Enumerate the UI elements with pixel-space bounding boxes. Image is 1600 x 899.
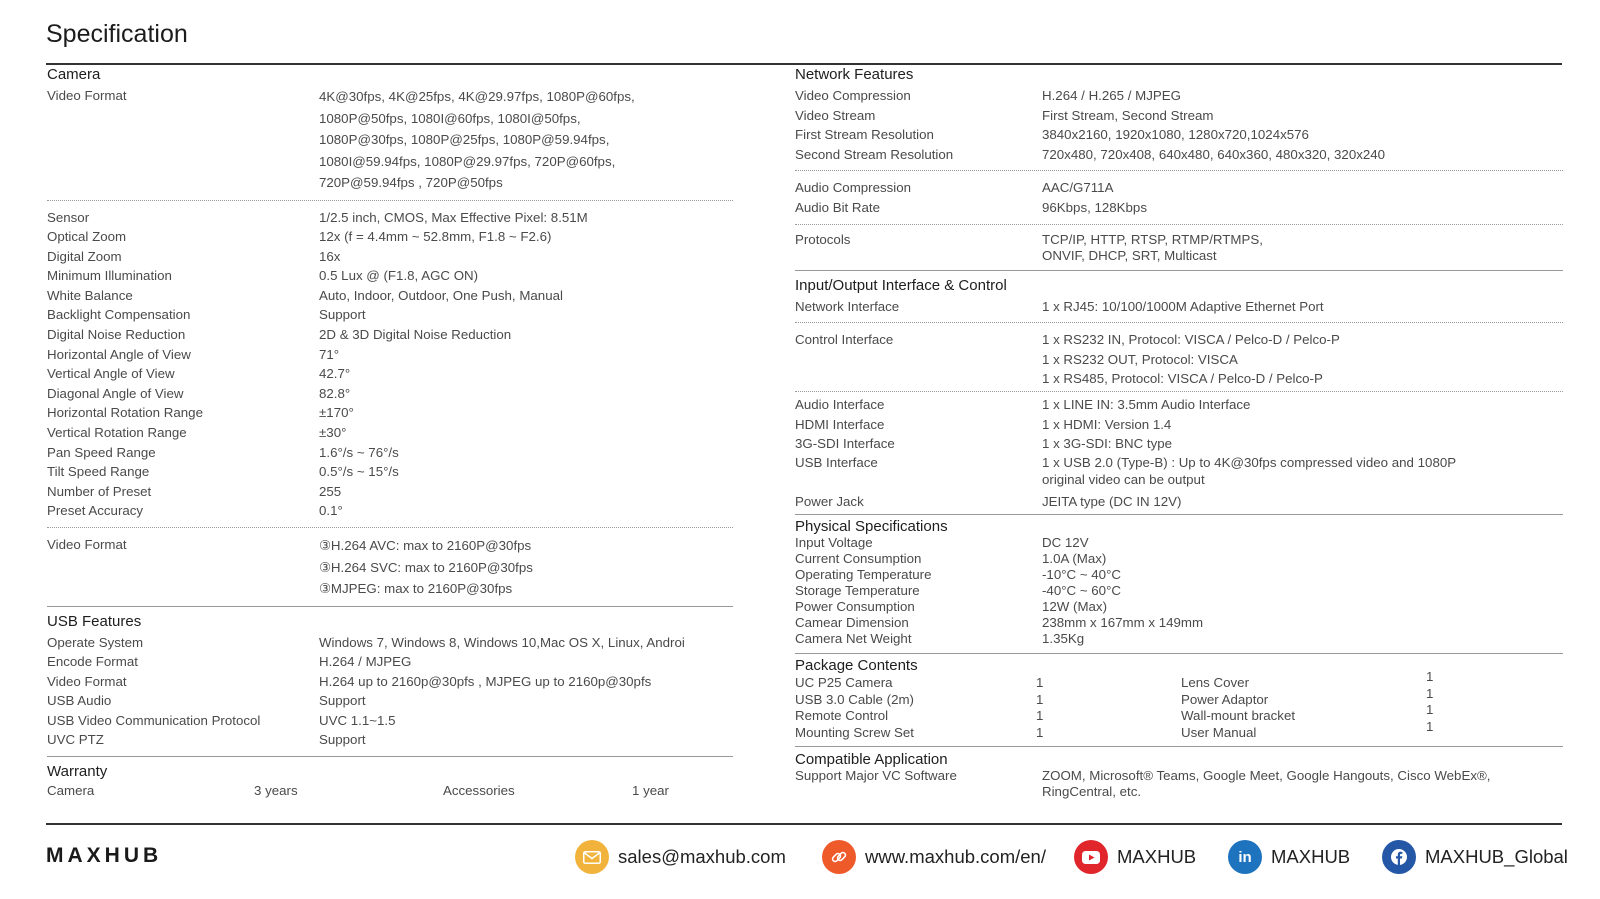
spec-row-video-format-2 <box>47 535 733 600</box>
network-section-title: Network Features <box>795 66 914 83</box>
usb-section-title: USB Features <box>47 612 142 630</box>
spec-value-line: RingCentral, etc. <box>1042 784 1142 800</box>
spec-row <box>47 501 733 521</box>
spec-value: 1.35Kg <box>1042 631 1085 647</box>
spec-label: Storage Temperature <box>795 583 920 599</box>
solid-divider <box>47 606 733 607</box>
spec-value: Windows 7, Windows 8, Windows 10,Mac OS X, Linux, Androi <box>319 634 685 650</box>
spec-value: H.264 / H.265 / MJPEG <box>1042 88 1181 103</box>
youtube-text[interactable]: MAXHUB <box>1117 846 1197 867</box>
spec-label: Video Compression <box>795 88 911 103</box>
spec-value-line: ONVIF, DHCP, SRT, Multicast <box>1042 247 1217 263</box>
spec-value-line: original video can be output <box>1042 472 1205 488</box>
solid-divider <box>795 746 1563 747</box>
spec-label: Camera Net Weight <box>795 631 912 647</box>
dotted-divider <box>47 527 733 528</box>
audio-spec-list <box>795 178 1563 217</box>
spec-value: 255 <box>319 483 342 499</box>
spec-label: First Stream Resolution <box>795 127 934 143</box>
solid-divider <box>795 514 1563 515</box>
package-item-label: UC P25 Camera <box>795 675 893 691</box>
physical-spec-list <box>795 535 1563 647</box>
spec-label: Vertical Angle of View <box>47 366 175 382</box>
solid-divider <box>47 756 733 757</box>
spec-value-line: 720P@59.94fps , 720P@50fps <box>319 175 503 190</box>
spec-value-line: 1080P@30fps, 1080P@25fps, 1080P@59.94fps, <box>319 132 610 147</box>
mail-icon <box>575 840 609 874</box>
spec-row <box>47 305 733 325</box>
bottom-divider <box>46 823 1562 825</box>
spec-label: HDMI Interface <box>795 416 885 432</box>
package-item-label: USB 3.0 Cable (2m) <box>795 691 914 707</box>
spec-label: Input Voltage <box>795 535 873 551</box>
spec-value: H.264 / MJPEG <box>319 654 412 670</box>
spec-row <box>795 551 1563 567</box>
spec-value: Support <box>319 732 366 748</box>
spec-value: First Stream, Second Stream <box>1042 107 1214 123</box>
compatible-section-title: Compatible Application <box>795 751 948 769</box>
dotted-divider <box>795 391 1563 392</box>
page-title: Specification <box>46 20 188 48</box>
package-item-quantity: 1 <box>1036 724 1044 740</box>
left-column <box>47 66 733 803</box>
package-contents-grid <box>795 669 1563 742</box>
usb-spec-list <box>47 633 733 751</box>
spec-value: 1 x 3G-SDI: BNC type <box>1042 436 1173 452</box>
spec-value <box>1042 768 1563 800</box>
spec-value: UVC 1.1~1.5 <box>319 712 396 728</box>
spec-value: 1 x RJ45: 10/100/1000M Adaptive Ethernet Port <box>1042 298 1324 314</box>
package-item-quantity: 1 <box>1426 718 1434 734</box>
spec-label: USB Interface <box>795 454 878 470</box>
package-item-quantity: 1 <box>1426 702 1434 718</box>
solid-divider <box>795 653 1563 654</box>
dotted-divider <box>795 224 1563 225</box>
package-item-quantity: 1 <box>1036 708 1044 724</box>
spec-label: Power Jack <box>795 493 864 509</box>
spec-label: Backlight Compensation <box>47 307 191 323</box>
spec-value-line: 1 x RS232 OUT, Protocol: VISCA <box>1042 351 1238 367</box>
spec-value-line: 4K@30fps, 4K@25fps, 4K@29.97fps, 1080P@60fps, <box>319 89 635 104</box>
dotted-divider <box>47 200 733 201</box>
spec-label: Audio Compression <box>795 180 912 196</box>
spec-row <box>47 286 733 306</box>
spec-row <box>47 672 733 692</box>
spec-value: H.264 up to 2160p@30pfs , MJPEG up to 2160p@30pfs <box>319 673 652 689</box>
spec-row <box>795 583 1563 599</box>
linkedin-text[interactable]: MAXHUB <box>1271 846 1351 867</box>
spec-row <box>47 403 733 423</box>
spec-value: 12x (f = 4.4mm ~ 52.8mm, F1.8 ~ F2.6) <box>319 229 552 245</box>
spec-value <box>1042 232 1563 264</box>
spec-value: 42.7° <box>319 366 351 382</box>
spec-label: USB Video Communication Protocol <box>47 712 261 728</box>
spec-label: Second Stream Resolution <box>795 146 954 162</box>
spec-value: 16x <box>319 248 341 264</box>
spec-label: USB Audio <box>47 693 112 709</box>
spec-value: 1/2.5 inch, CMOS, Max Effective Pixel: 8.51M <box>319 209 588 225</box>
spec-label: Digital Noise Reduction <box>47 327 186 343</box>
warranty-accessories-value: 1 year <box>632 783 669 799</box>
spec-value-line: ③MJPEG: max to 2160P@30fps <box>319 581 513 596</box>
spec-value-line: 1080I@59.94fps, 1080P@29.97fps, 720P@60fps, <box>319 153 616 169</box>
spec-label: Vertical Rotation Range <box>47 425 187 441</box>
maxhub-logo: MAXHUB <box>46 844 163 867</box>
spec-row <box>795 599 1563 615</box>
warranty-section-title: Warranty <box>47 763 108 781</box>
spec-row <box>47 266 733 286</box>
youtube-icon <box>1074 840 1108 874</box>
facebook-contact[interactable] <box>1382 838 1568 876</box>
spec-value: 1.6°/s ~ 76°/s <box>319 444 399 460</box>
spec-row-video-format <box>47 86 733 194</box>
spec-row <box>795 535 1563 551</box>
warranty-camera-label: Camera <box>47 783 95 799</box>
spec-row <box>47 691 733 711</box>
spec-row <box>795 615 1563 631</box>
spec-row-power-jack <box>795 492 1563 512</box>
facebook-icon <box>1382 840 1416 874</box>
package-item-label: Wall-mount bracket <box>1181 708 1296 724</box>
spec-value: 3840x2160, 1920x1080, 1280x720,1024x576 <box>1042 127 1309 143</box>
spec-value: 0.5°/s ~ 15°/s <box>319 464 399 480</box>
spec-row <box>47 730 733 750</box>
spec-label: Optical Zoom <box>47 229 127 245</box>
warranty-camera-value: 3 years <box>254 783 298 799</box>
spec-row <box>795 178 1563 198</box>
package-item-label: Mounting Screw Set <box>795 724 914 740</box>
spec-label: Video Stream <box>795 107 876 123</box>
spec-row <box>47 345 733 365</box>
package-item-label: Lens Cover <box>1181 675 1249 691</box>
physical-section-title: Physical Specifications <box>795 518 948 536</box>
spec-value <box>319 535 733 600</box>
spec-row-network-interface <box>795 297 1563 317</box>
spec-label: Sensor <box>47 209 90 225</box>
spec-row <box>47 227 733 247</box>
youtube-contact[interactable] <box>1074 838 1196 876</box>
spec-row <box>47 482 733 502</box>
spec-label: 3G-SDI Interface <box>795 436 895 452</box>
spec-row <box>795 631 1563 647</box>
spec-row <box>47 208 733 228</box>
package-item-quantity: 1 <box>1036 675 1044 691</box>
spec-label: Pan Speed Range <box>47 444 156 460</box>
spec-value: -40°C ~ 60°C <box>1042 583 1122 599</box>
spec-value: JEITA type (DC IN 12V) <box>1042 493 1182 509</box>
spec-row <box>47 423 733 443</box>
spec-label: Minimum Illumination <box>47 268 172 284</box>
spec-label: Tilt Speed Range <box>47 464 150 480</box>
spec-value-line: ZOOM, Microsoft® Teams, Google Meet, Google Hangouts, Cisco WebEx®, <box>1042 768 1491 784</box>
spec-value: 1 x HDMI: Version 1.4 <box>1042 416 1172 432</box>
spec-value: Auto, Indoor, Outdoor, One Push, Manual <box>319 287 563 303</box>
spec-value: ±30° <box>319 425 347 441</box>
spec-label: Power Consumption <box>795 599 915 615</box>
linkedin-contact[interactable] <box>1228 838 1350 876</box>
spec-value <box>1042 454 1563 489</box>
spec-label: Support Major VC Software <box>795 768 957 784</box>
spec-row <box>47 443 733 463</box>
dotted-divider <box>795 322 1563 323</box>
website-text[interactable]: www.maxhub.com/en/ <box>865 846 1046 867</box>
spec-value: 1.0A (Max) <box>1042 551 1107 567</box>
spec-value: 2D & 3D Digital Noise Reduction <box>319 327 512 343</box>
spec-label: Video Format <box>47 673 127 689</box>
spec-value-line: 1 x RS485, Protocol: VISCA / Pelco-D / Pelco-P <box>1042 371 1323 387</box>
spec-label: Number of Preset <box>47 483 152 499</box>
top-divider <box>46 63 1562 65</box>
spec-label: Network Interface <box>795 298 900 314</box>
package-item-quantity: 1 <box>1426 669 1434 685</box>
spec-label: Digital Zoom <box>47 248 122 264</box>
package-item-label: Remote Control <box>795 708 889 724</box>
spec-row <box>47 652 733 672</box>
spec-row <box>47 325 733 345</box>
spec-value: 720x480, 720x408, 640x480, 640x360, 480x320, 320x240 <box>1042 146 1386 162</box>
spec-row-compatible <box>795 768 1563 800</box>
spec-label: Camear Dimension <box>795 615 909 631</box>
email-text[interactable]: sales@maxhub.com <box>618 846 786 867</box>
spec-value <box>319 86 733 194</box>
package-section-title: Package Contents <box>795 657 918 675</box>
spec-label: Control Interface <box>795 332 894 348</box>
warranty-accessories-label: Accessories <box>443 783 515 799</box>
spec-value: Support <box>319 693 366 709</box>
spec-value-line: ③H.264 AVC: max to 2160P@30fps <box>319 538 532 553</box>
footer <box>0 838 1600 878</box>
spec-value: -10°C ~ 40°C <box>1042 567 1122 583</box>
spec-row <box>795 415 1563 435</box>
spec-row <box>795 567 1563 583</box>
spec-label: Audio Interface <box>795 396 885 412</box>
spec-label: Preset Accuracy <box>47 503 144 519</box>
spec-label: Operate System <box>47 634 144 650</box>
spec-value: Support <box>319 307 366 323</box>
linkedin-icon: in <box>1228 840 1262 874</box>
solid-divider <box>795 270 1563 271</box>
warranty-row <box>47 783 733 803</box>
package-item-quantity: 1 <box>1036 691 1044 707</box>
spec-row-usb-interface <box>795 454 1563 489</box>
spec-row <box>47 462 733 482</box>
package-item-label: User Manual <box>1181 724 1257 740</box>
spec-label: Horizontal Rotation Range <box>47 405 203 421</box>
spec-row-protocols <box>795 232 1563 264</box>
spec-value-line: 1080P@50fps, 1080I@60fps, 1080I@50fps, <box>319 110 581 126</box>
link-icon <box>822 840 856 874</box>
network-spec-list <box>795 86 1563 164</box>
package-item-quantity: 1 <box>1426 685 1434 701</box>
spec-label: UVC PTZ <box>47 732 104 748</box>
spec-row <box>47 711 733 731</box>
spec-value: AAC/G711A <box>1042 180 1114 196</box>
spec-row <box>795 395 1563 415</box>
spec-row <box>795 125 1563 145</box>
spec-row <box>47 247 733 267</box>
spec-row-control-interface <box>795 330 1563 389</box>
spec-label: Current Consumption <box>795 551 922 567</box>
spec-value-line: TCP/IP, HTTP, RTSP, RTMP/RTMPS, <box>1042 231 1263 247</box>
spec-label: Diagonal Angle of View <box>47 385 184 401</box>
spec-value-line: 1 x USB 2.0 (Type-B) : Up to 4K@30fps compressed video and 1080P <box>1042 454 1457 470</box>
right-column <box>795 66 1563 800</box>
spec-value: 12W (Max) <box>1042 599 1108 615</box>
spec-value: 96Kbps, 128Kbps <box>1042 199 1147 215</box>
spec-label: White Balance <box>47 287 133 303</box>
facebook-text[interactable]: MAXHUB_Global <box>1425 846 1568 867</box>
dotted-divider <box>795 170 1563 171</box>
spec-value: 0.5 Lux @ (F1.8, AGC ON) <box>319 268 479 284</box>
spec-value: DC 12V <box>1042 535 1089 551</box>
spec-value <box>1042 330 1563 389</box>
spec-value-line: ③H.264 SVC: max to 2160P@30fps <box>319 559 533 575</box>
spec-value: 71° <box>319 346 340 362</box>
spec-row <box>795 86 1563 106</box>
spec-label: Video Format <box>47 88 127 103</box>
package-item-label: Power Adaptor <box>1181 691 1269 707</box>
spec-row <box>795 106 1563 126</box>
spec-row <box>795 145 1563 165</box>
spec-label: Video Format <box>47 537 127 552</box>
spec-value: 0.1° <box>319 503 343 519</box>
spec-value: 82.8° <box>319 385 351 401</box>
spec-label: Encode Format <box>47 654 138 670</box>
camera-spec-list <box>47 208 733 522</box>
email-contact[interactable] <box>575 838 786 876</box>
spec-row <box>795 198 1563 218</box>
spec-row <box>795 434 1563 454</box>
spec-row <box>47 384 733 404</box>
io-spec-list <box>795 395 1563 454</box>
spec-row <box>47 364 733 384</box>
spec-label: Operating Temperature <box>795 567 932 583</box>
spec-label: Horizontal Angle of View <box>47 346 191 362</box>
spec-value-line: 1 x RS232 IN, Protocol: VISCA / Pelco-D / Pelco-P <box>1042 332 1340 348</box>
spec-value: 238mm x 167mm x 149mm <box>1042 615 1204 631</box>
spec-label: Audio Bit Rate <box>795 199 881 215</box>
io-section-title: Input/Output Interface & Control <box>795 276 1007 294</box>
camera-section-title: Camera <box>47 66 101 83</box>
spec-row <box>47 633 733 653</box>
spec-value: 1 x LINE IN: 3.5mm Audio Interface <box>1042 396 1251 412</box>
website-contact[interactable] <box>822 838 1046 876</box>
spec-value: ±170° <box>319 405 354 421</box>
spec-label: Protocols <box>795 231 851 247</box>
